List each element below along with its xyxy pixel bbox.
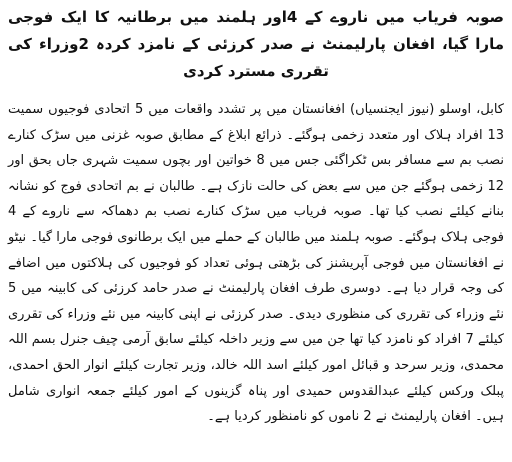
article-headline: صوبہ فریاب میں ناروے کے 4اور ہلمند میں برطانیہ کا ایک فوجی مارا گیا، افغان پارلیمنٹ نے صدر کرزئی کے نامزد کردہ 2وزراء کی تقرری مسترد کردی <box>8 8 504 80</box>
article-body: کابل، اوسلو (نیوز ایجنسیاں) افغانستان میں پر تشدد واقعات میں 5 اتحادی فوجیوں سمیت 13 افراد ہلاک اور متعدد زخمی ہوگئے۔ ذرائع ابلاغ کے مطابق صوبہ غزنی میں سڑک کنارے نصب بم سے مسافر بس ٹکراگئی جس میں 8 خواتین اور بچوں سمیت شہری جاں بحق اور 12 زخمی ہوگئے جن میں سے بعض کی حالت نازک ہے۔ طالبان نے بم اتحادی فوج کو نشانہ بنانے کیلئے نصب کیا تھا۔ صوبہ فریاب میں سڑک کنارے نصب بم دھماکہ سے ناروے کے 4 فوجی ہلاک ہوگئے۔ صوبہ ہلمند میں طالبان کے حملے میں ایک برطانوی فوجی مارا گیا۔ نیٹو نے افغانستان میں فوجی آپریشنز کی بڑھتی ہوئی تعداد کو فوجیوں کی ہلاکتوں میں اضافے کی وجہ قرار دیا ہے۔ دوسری طرف افغان پارلیمنٹ نے صدر حامد کرزئی کی کابینہ میں 5 نئے وزراء کی تقرری کی منظوری دیدی۔ صدر کرزئی نے اپنی کابینہ میں نئے وزراء کی تقرری کیلئے 7 افراد کو نامزد کیا تھا جن میں سے وزیر داخلہ کیلئے سابق آرمی چیف جنرل بسم اللہ محمدی، وزیر سرحد و قبائل امور کیلئے اسد اللہ خالد، وزیر تجارت کیلئے انوار الحق احمدی، پبلک ورکس کیلئے عبدالقدوس حمیدی اور پناہ گزینوں کے امور کیلئے جمعہ انواری شامل ہیں۔ افغان پارلیمنٹ نے 2 ناموں کو نامنظور کردیا ہے۔ <box>8 102 504 425</box>
